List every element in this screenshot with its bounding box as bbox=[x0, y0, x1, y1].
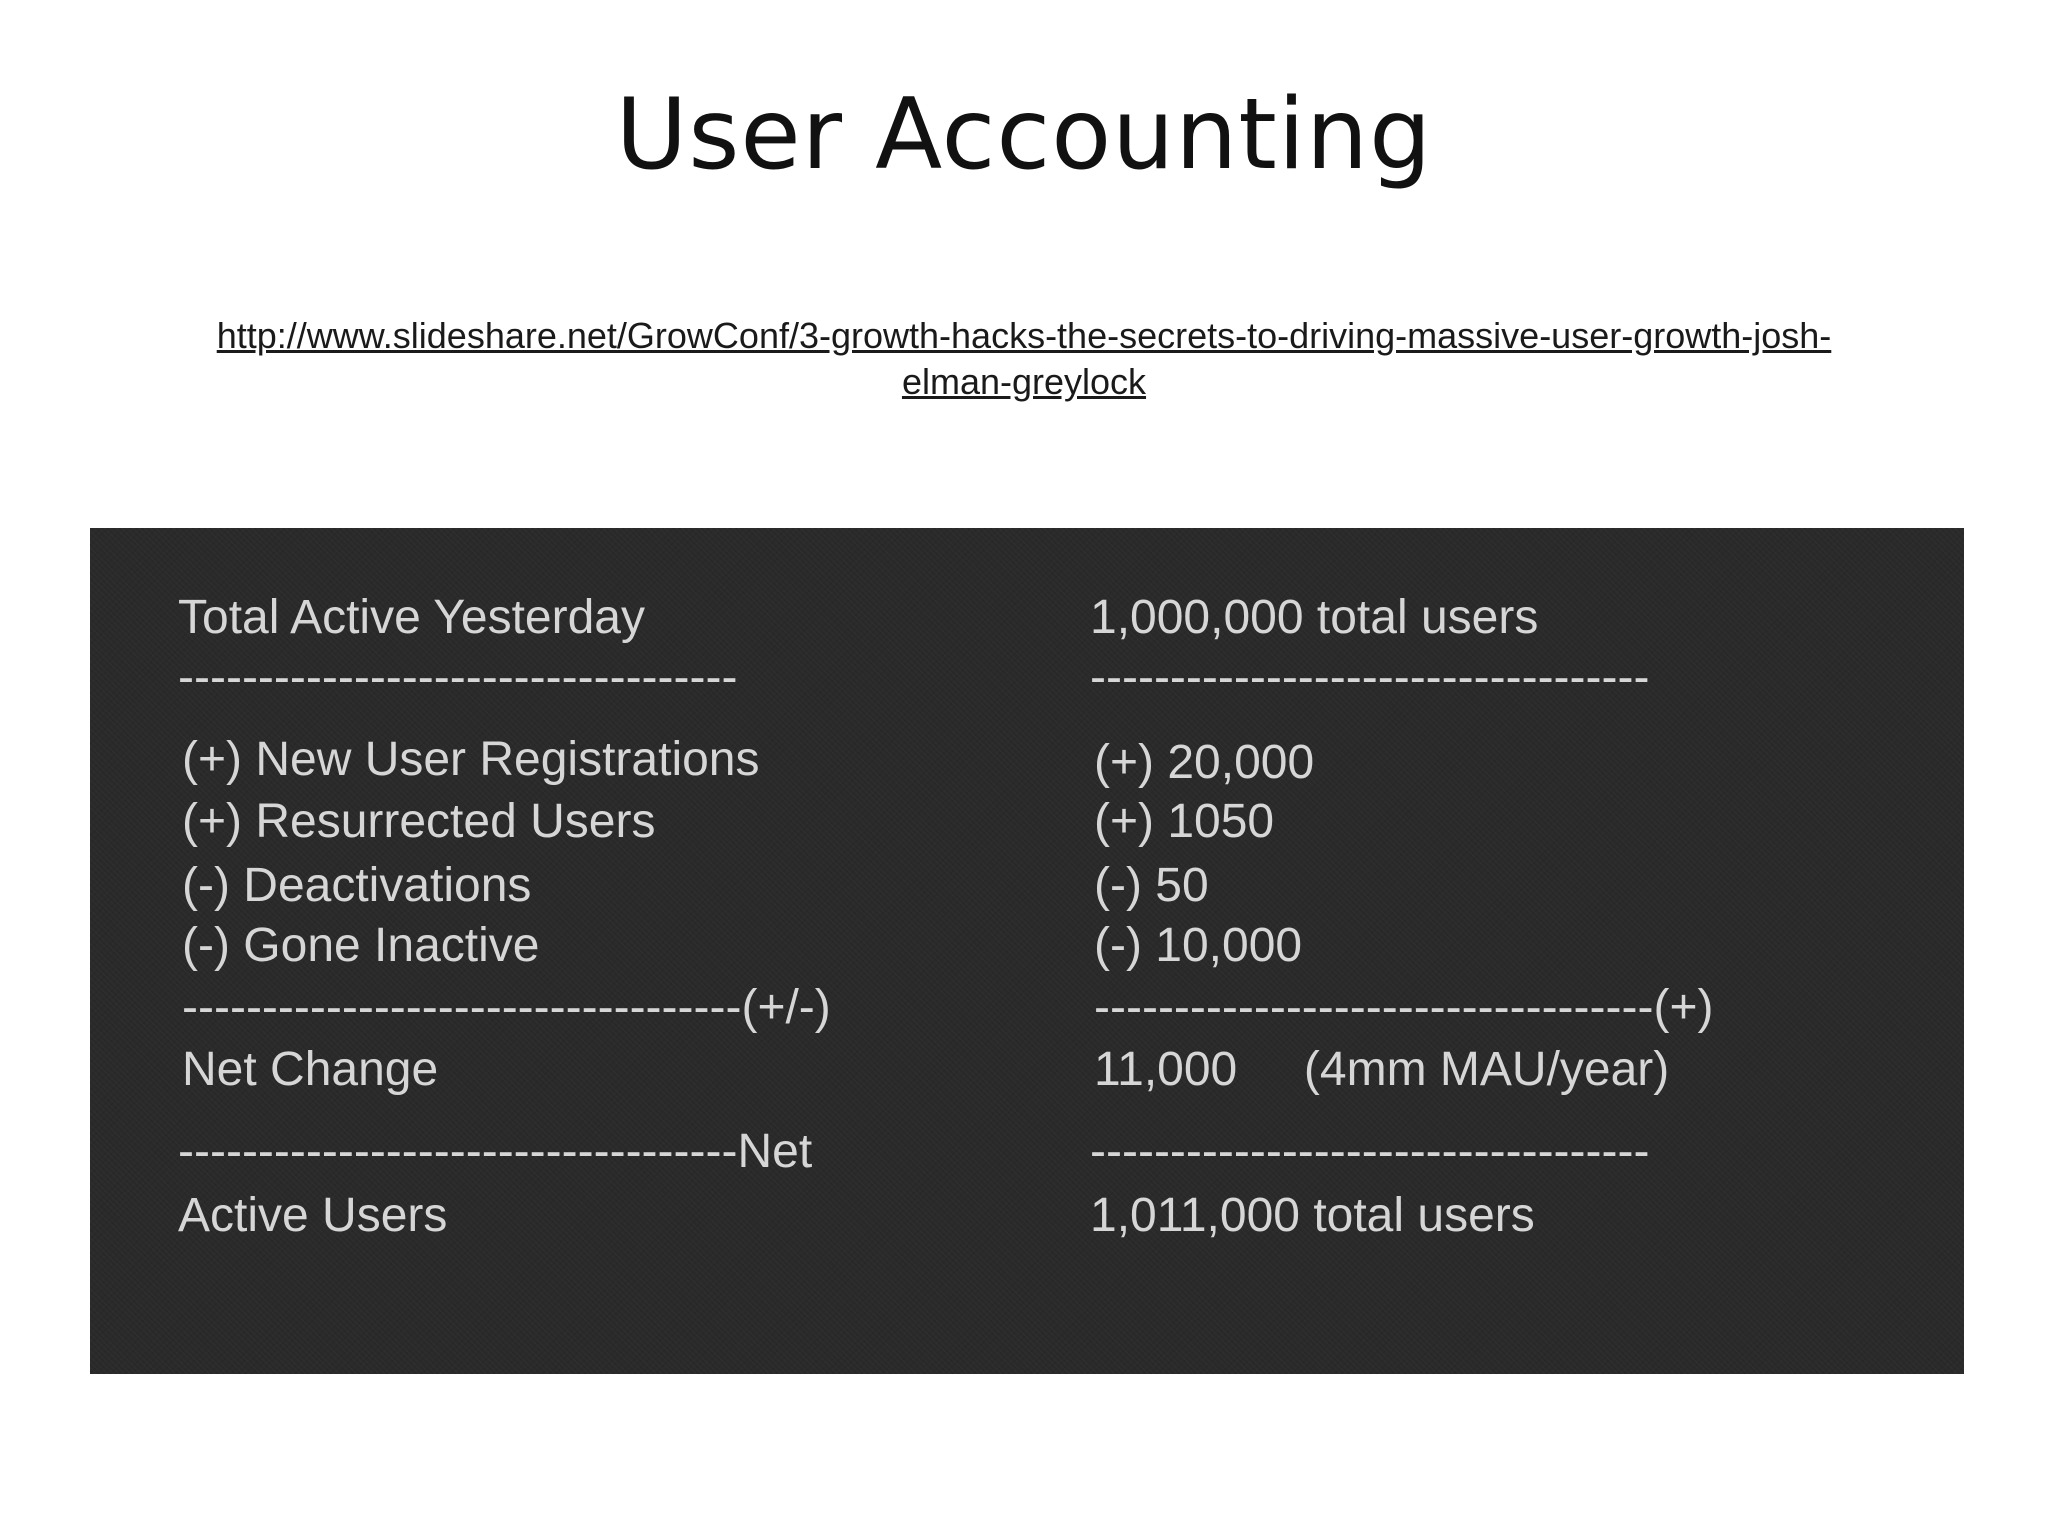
divider-line-left: ----------------------------------- bbox=[178, 651, 738, 704]
source-link[interactable]: http://www.slideshare.net/GrowConf/3-growth-hacks-the-secrets-to-driving-massive-user-growth-josh-elman-greylock bbox=[216, 315, 1832, 402]
row-label-deactivations: (-) Deactivations bbox=[182, 859, 532, 912]
row-value-total-active-yesterday: 1,000,000 total users bbox=[1090, 591, 1539, 644]
row-value-new-user-registrations: (+) 20,000 bbox=[1094, 736, 1315, 789]
row-label-new-user-registrations: (+) New User Registrations bbox=[182, 733, 760, 786]
net-divider-right: ----------------------------------- bbox=[1090, 1125, 1650, 1178]
row-value-active-users: 1,011,000 total users bbox=[1090, 1189, 1535, 1242]
slide-title: User Accounting bbox=[615, 78, 1433, 192]
divider-line-right: ----------------------------------- bbox=[1090, 651, 1650, 704]
subtotal-divider-right: -----------------------------------(+) bbox=[1094, 981, 1714, 1034]
row-value-resurrected-users: (+) 1050 bbox=[1094, 795, 1275, 848]
row-value-net-change: 11,000 (4mm MAU/year) bbox=[1094, 1043, 1670, 1096]
row-value-deactivations: (-) 50 bbox=[1094, 859, 1209, 912]
row-label-total-active-yesterday: Total Active Yesterday bbox=[178, 591, 645, 644]
row-label-net-change: Net Change bbox=[182, 1043, 439, 1096]
row-value-gone-inactive: (-) 10,000 bbox=[1094, 919, 1303, 972]
row-label-gone-inactive: (-) Gone Inactive bbox=[182, 919, 540, 972]
net-divider-left: -----------------------------------Net bbox=[178, 1125, 813, 1178]
row-label-active-users: Active Users bbox=[178, 1189, 448, 1242]
subtotal-divider-left: -----------------------------------(+/-) bbox=[182, 981, 831, 1034]
row-label-resurrected-users: (+) Resurrected Users bbox=[182, 795, 656, 848]
user-accounting-panel bbox=[90, 528, 1964, 1374]
